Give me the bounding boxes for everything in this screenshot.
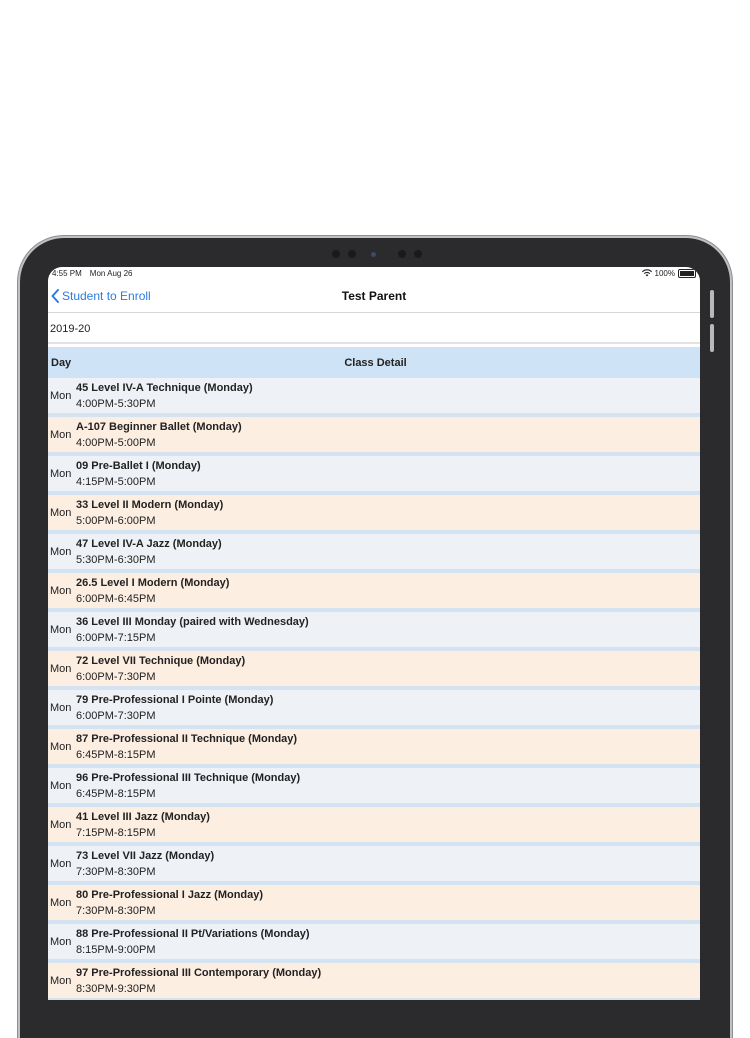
chevron-left-icon (51, 289, 59, 303)
class-name: 97 Pre-Professional III Contemporary (Monday) (76, 966, 322, 979)
class-name: 36 Level III Monday (paired with Wednesday) (76, 615, 309, 628)
volume-up-button (710, 290, 714, 318)
row-class-detail (76, 733, 297, 761)
table-row[interactable] (48, 573, 700, 612)
class-name: 47 Level IV-A Jazz (Monday) (76, 537, 222, 550)
table-row[interactable] (48, 456, 700, 495)
row-day: Mon (50, 428, 72, 441)
row-day: Mon (50, 389, 72, 402)
school-year-selector[interactable]: 2019-20 (48, 316, 700, 344)
row-day: Mon (50, 779, 72, 792)
row-class-detail (76, 928, 310, 956)
row-class-detail (76, 967, 321, 995)
row-day: Mon (50, 818, 72, 831)
row-class-detail (76, 811, 210, 839)
battery-icon (678, 269, 696, 278)
class-name: 45 Level IV-A Technique (Monday) (76, 381, 253, 394)
status-bar (48, 267, 700, 279)
row-class-detail (76, 655, 245, 683)
class-name: 72 Level VII Technique (Monday) (76, 654, 246, 667)
class-name: 88 Pre-Professional II Pt/Variations (Monday) (76, 927, 310, 940)
row-class-detail (76, 421, 242, 449)
row-day: Mon (50, 467, 72, 480)
class-time: 6:00PM-7:30PM (76, 670, 156, 683)
row-day: Mon (50, 506, 72, 519)
class-time: 7:30PM-8:30PM (76, 904, 156, 917)
class-time: 8:30PM-9:30PM (76, 982, 156, 995)
table-row[interactable] (48, 885, 700, 924)
row-day: Mon (50, 740, 72, 753)
front-camera-icon (371, 252, 376, 257)
class-time: 6:45PM-8:15PM (76, 748, 156, 761)
class-time: 7:15PM-8:15PM (76, 826, 156, 839)
volume-down-button (710, 324, 714, 352)
table-row[interactable] (48, 924, 700, 963)
table-row[interactable] (48, 846, 700, 885)
class-time: 6:45PM-8:15PM (76, 787, 156, 800)
battery-percent: 100% (654, 268, 675, 278)
class-time: 7:30PM-8:30PM (76, 865, 156, 878)
table-header (48, 347, 700, 378)
class-name: 73 Level VII Jazz (Monday) (76, 849, 215, 862)
class-name: 09 Pre-Ballet I (Monday) (76, 459, 201, 472)
row-class-detail (76, 850, 214, 878)
class-name: 26.5 Level I Modern (Monday) (76, 576, 230, 589)
row-day: Mon (50, 623, 72, 636)
row-class-detail (76, 382, 253, 410)
row-class-detail (76, 577, 229, 605)
class-name: 80 Pre-Professional I Jazz (Monday) (76, 888, 264, 901)
table-row[interactable] (48, 690, 700, 729)
row-day: Mon (50, 935, 72, 948)
sensor-dot (348, 250, 356, 258)
row-class-detail (76, 499, 223, 527)
table-row[interactable] (48, 612, 700, 651)
row-day: Mon (50, 974, 72, 987)
table-row[interactable] (48, 963, 700, 1000)
class-name: 96 Pre-Professional III Technique (Monday) (76, 771, 301, 784)
row-day: Mon (50, 701, 72, 714)
table-row[interactable] (48, 729, 700, 768)
class-name: A-107 Beginner Ballet (Monday) (76, 420, 242, 433)
camera-sensors (318, 247, 430, 261)
app-screen (48, 267, 700, 1000)
row-day: Mon (50, 896, 72, 909)
row-class-detail (76, 772, 300, 800)
row-day: Mon (50, 584, 72, 597)
row-class-detail (76, 460, 201, 488)
class-name: 33 Level II Modern (Monday) (76, 498, 224, 511)
page-title: Test Parent (341, 288, 407, 303)
class-time: 6:00PM-6:45PM (76, 592, 156, 605)
class-time: 8:15PM-9:00PM (76, 943, 156, 956)
class-time: 4:15PM-5:00PM (76, 475, 156, 488)
row-class-detail (76, 889, 263, 917)
class-time: 4:00PM-5:30PM (76, 397, 156, 410)
row-class-detail (76, 694, 273, 722)
class-name: 41 Level III Jazz (Monday) (76, 810, 210, 823)
table-row[interactable] (48, 378, 700, 417)
column-header-class-detail: Class Detail (344, 356, 407, 369)
row-day: Mon (50, 545, 72, 558)
row-class-detail (76, 538, 222, 566)
table-row[interactable] (48, 495, 700, 534)
row-class-detail (76, 616, 309, 644)
class-list (48, 378, 700, 1000)
row-day: Mon (50, 662, 72, 675)
table-row[interactable] (48, 651, 700, 690)
class-time: 4:00PM-5:00PM (76, 436, 156, 449)
table-row[interactable] (48, 768, 700, 807)
class-time: 5:30PM-6:30PM (76, 553, 156, 566)
navigation-bar (48, 279, 700, 313)
row-day: Mon (50, 857, 72, 870)
table-row[interactable] (48, 417, 700, 456)
sensor-dot (332, 250, 340, 258)
wifi-icon (642, 269, 652, 277)
class-name: 87 Pre-Professional II Technique (Monday) (76, 732, 298, 745)
sensor-dot (414, 250, 422, 258)
class-name: 79 Pre-Professional I Pointe (Monday) (76, 693, 274, 706)
class-time: 6:00PM-7:15PM (76, 631, 156, 644)
status-time: 4:55 PM (52, 268, 82, 278)
back-button[interactable] (48, 289, 151, 303)
table-row[interactable] (48, 807, 700, 846)
class-time: 6:00PM-7:30PM (76, 709, 156, 722)
back-label: Student to Enroll (62, 288, 151, 303)
status-date: Mon Aug 26 (89, 268, 133, 278)
table-row[interactable] (48, 534, 700, 573)
sensor-dot (398, 250, 406, 258)
column-header-day: Day (51, 356, 72, 369)
class-time: 5:00PM-6:00PM (76, 514, 156, 527)
